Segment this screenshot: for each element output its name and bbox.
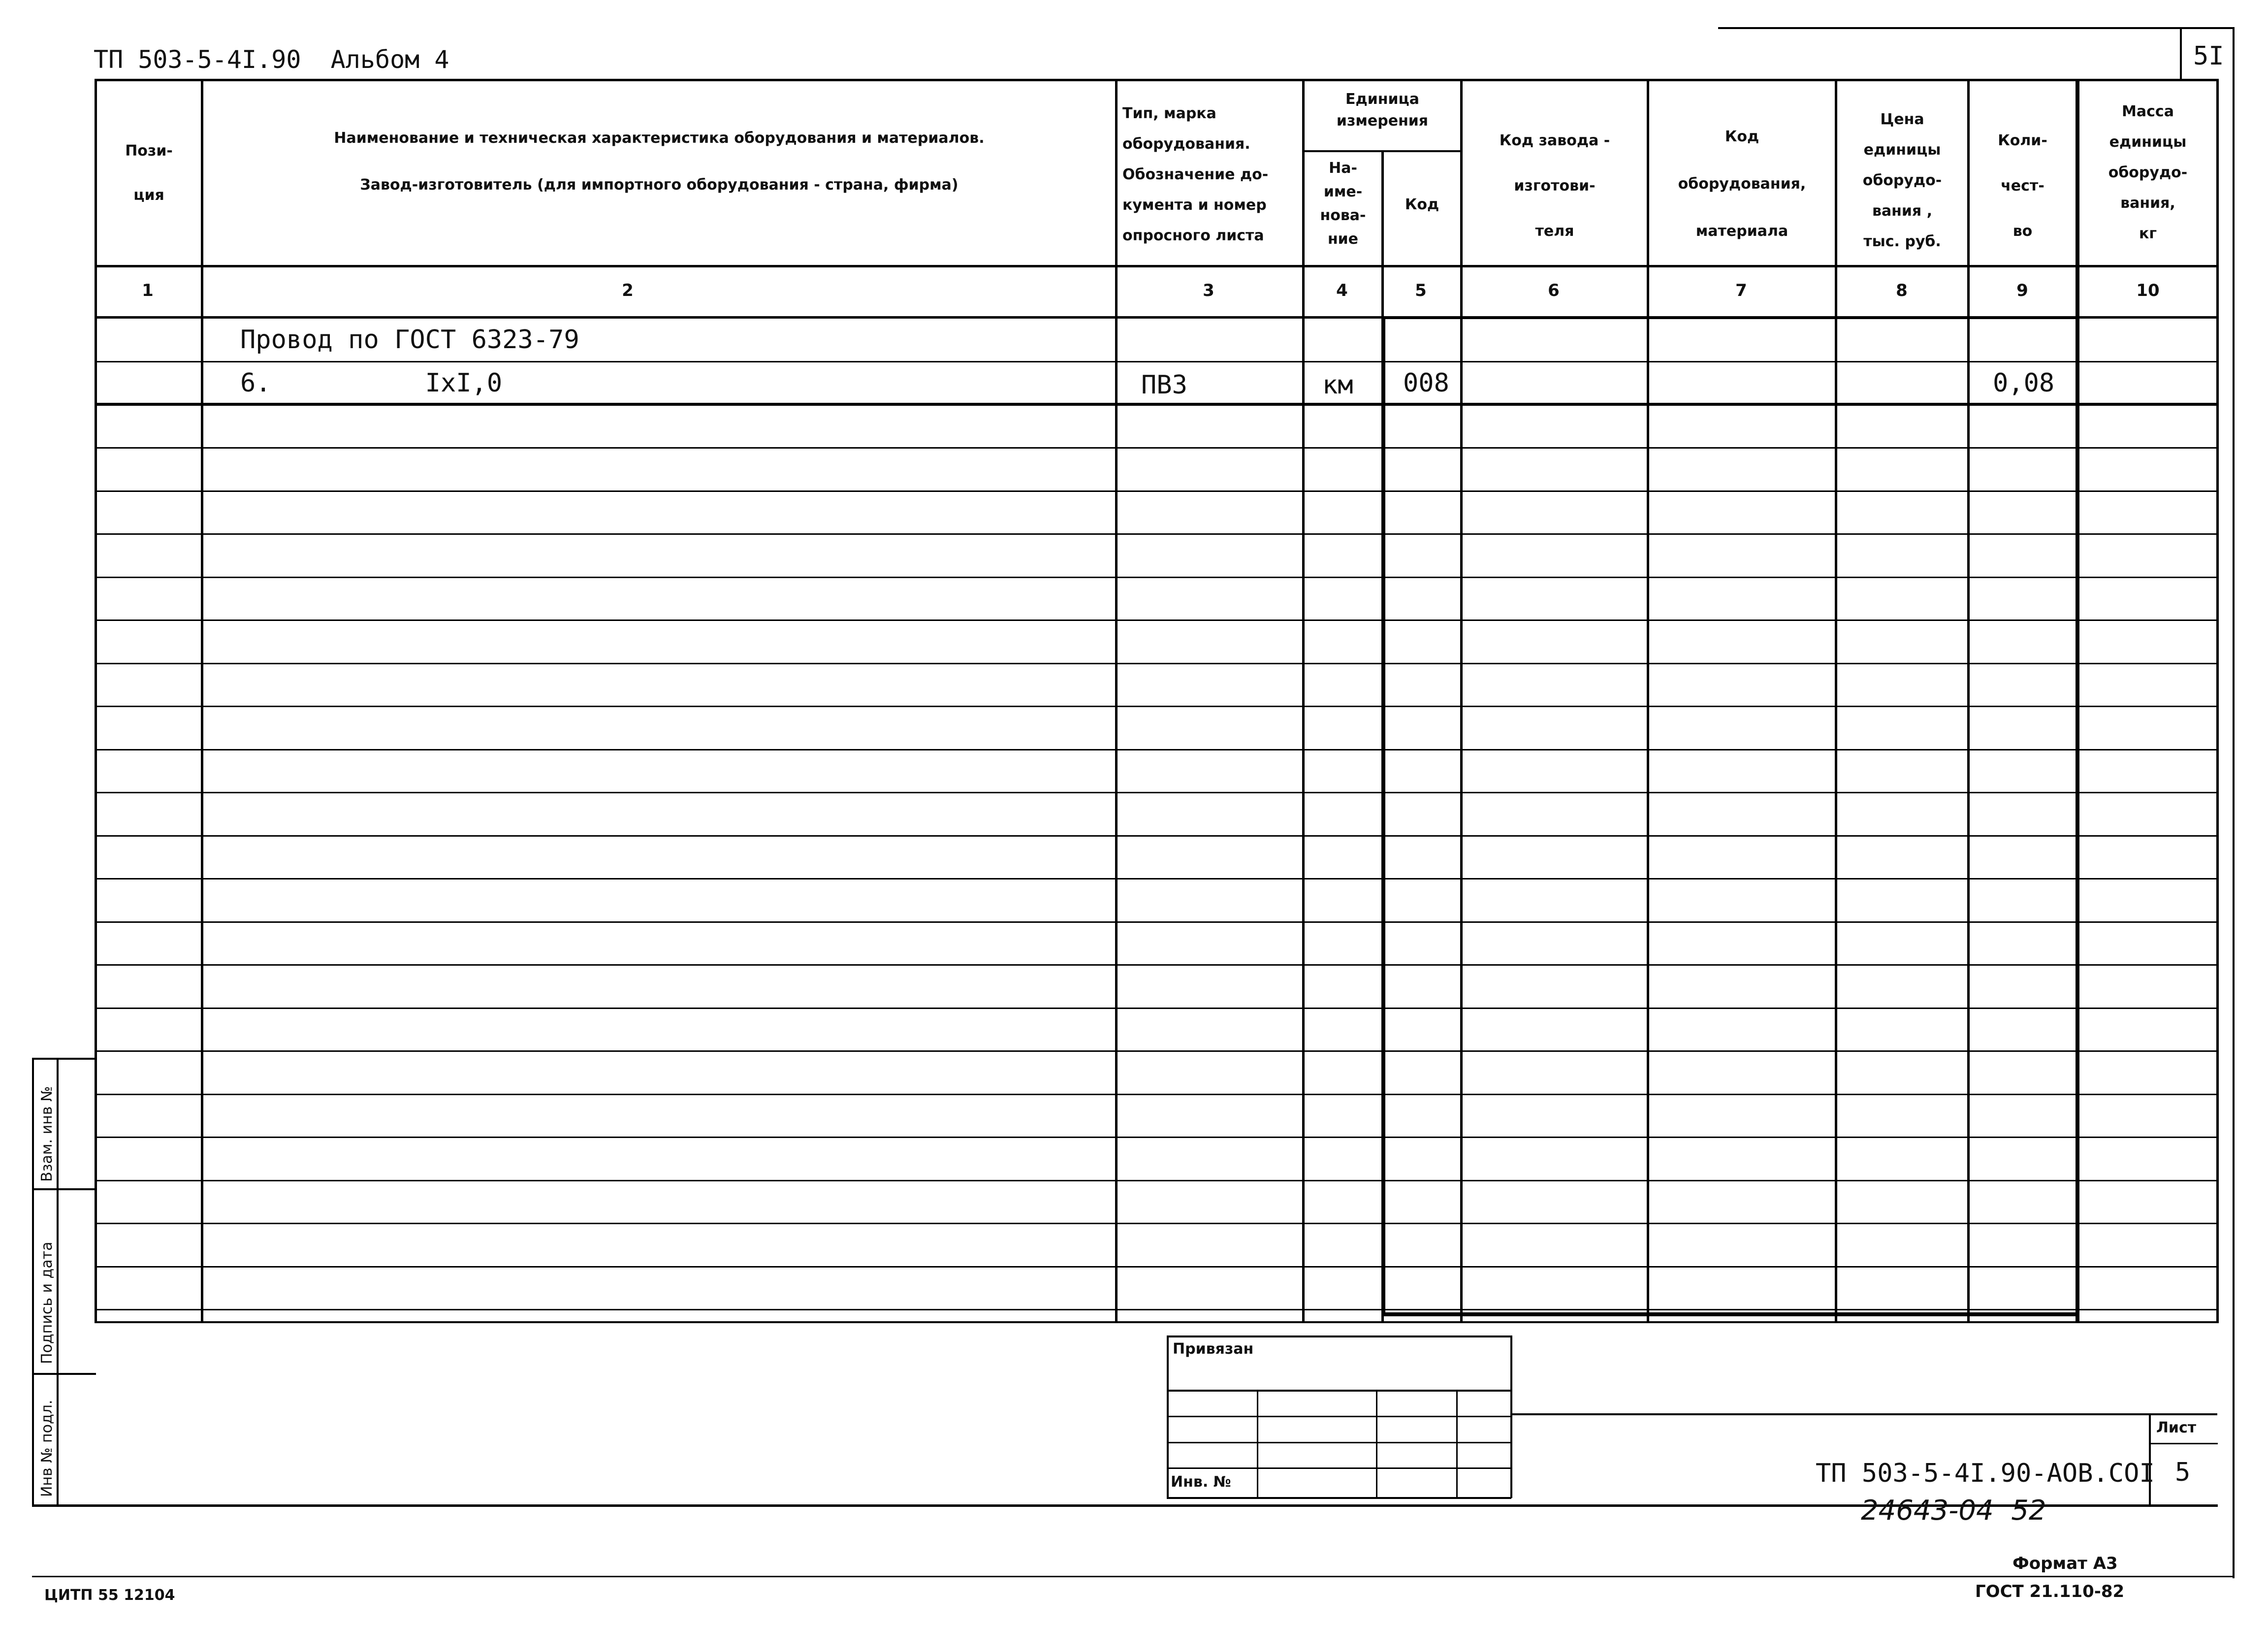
col8-line: Цена: [1880, 111, 1924, 128]
col7-line: оборудования,: [1678, 175, 1806, 193]
table-row-line: [95, 921, 2216, 923]
col8-line: вания ,: [1872, 202, 1933, 220]
col-header-mass: [2079, 97, 2216, 249]
col4-line: ние: [1327, 230, 1359, 248]
col10-line: оборудо-: [2108, 164, 2188, 181]
col-header-name-line1: Наименование и техническая характеристика оборудования и материалов.: [334, 130, 985, 147]
col-number: 10: [2136, 281, 2160, 300]
table-row-line: [95, 403, 2216, 404]
document-code: [94, 45, 449, 74]
table-row-line: [95, 1223, 2216, 1224]
col-header-type: [1118, 98, 1302, 251]
col3-line: опросного листа: [1122, 227, 1264, 244]
col10-line: единицы: [2109, 133, 2187, 151]
col-number: 3: [1203, 281, 1214, 300]
col4-line: нова-: [1320, 207, 1366, 224]
table-row-line: [95, 1266, 2216, 1268]
table-row-line: [95, 964, 2216, 966]
col-header-price: [1837, 104, 1967, 257]
col-header-position: Пози- ция: [125, 142, 173, 204]
table-row-line: [95, 447, 2216, 449]
table-row-line: [95, 1137, 2216, 1138]
col-number: 2: [622, 281, 634, 300]
row2-name: 6. IxI,0: [240, 368, 503, 398]
col4-line: име-: [1323, 183, 1363, 200]
col-divider: [1115, 79, 1118, 1322]
col-divider: [1381, 316, 1385, 1316]
handwritten-number: 24643-04 52: [1861, 1495, 2046, 1527]
col8-line: оборудо-: [1862, 172, 1942, 189]
row2-unit: км: [1322, 370, 1353, 400]
col-divider: [1967, 79, 1970, 1322]
col-divider: [1647, 79, 1649, 1322]
col-number: 6: [1548, 281, 1560, 300]
col-header-name-line2: Завод-изготовитель (для импортного оборудования - страна, фирма): [360, 176, 958, 194]
row2-qty: 0,08: [1993, 368, 2055, 398]
col6-line: изготови-: [1514, 177, 1596, 195]
table-row-line: [95, 533, 2216, 535]
stamp-sheet-label: Лист: [2156, 1419, 2197, 1436]
album-text: Альбом 4: [330, 45, 449, 74]
table-row-line: [95, 361, 2216, 362]
table-row-line: [95, 663, 2216, 664]
col-header-equipment-code: [1649, 113, 1835, 255]
row2-type: ПВ3: [1141, 370, 1187, 400]
col-divider: [1460, 79, 1463, 1322]
col-header-quantity: [1970, 118, 2076, 254]
col3-line: Тип, марка: [1122, 105, 1216, 122]
col9-line: чест-: [2001, 177, 2044, 195]
col6-line: теля: [1535, 223, 1574, 240]
col3-line: оборудования.: [1122, 135, 1250, 153]
table-row-line: [95, 792, 2216, 793]
table-row-line: [95, 1008, 2216, 1009]
col-divider: [1835, 79, 1837, 1322]
col-header-unit-code: Код: [1405, 196, 1439, 213]
side-label-podpis: Подпись и дата: [38, 1241, 56, 1364]
col7-line: материала: [1695, 223, 1789, 240]
stamp-sheet-number: 5: [2175, 1458, 2191, 1487]
col3-line: Обозначение до-: [1122, 166, 1269, 183]
table-row-line: [95, 706, 2216, 707]
col10-line: кг: [2139, 225, 2157, 242]
col3-line: кумента и номер: [1122, 196, 1267, 214]
col-number: 9: [2016, 281, 2028, 300]
col-number: 4: [1336, 281, 1348, 300]
side-label-vzam: Взам. инв №: [38, 1086, 56, 1182]
table-row-line: [95, 1180, 2216, 1181]
footer-citp: ЦИТП 55 12104: [44, 1587, 175, 1604]
side-label-inv-podl: Инв № подл.: [38, 1400, 56, 1497]
stamp-privyazan: Привязан: [1173, 1340, 1254, 1358]
doc-code-text: ТП 503-5-4I.90: [94, 45, 301, 74]
table-row-line: [95, 619, 2216, 621]
page-number: 5I: [2193, 41, 2224, 71]
col9-line: Коли-: [1998, 132, 2047, 149]
row2-code: 008: [1403, 368, 1449, 398]
col-header-unit-name: [1305, 157, 1381, 251]
table-row-line: [95, 404, 2216, 406]
table-row-line: [95, 490, 2216, 492]
footer-format: Формат А3: [2012, 1554, 2118, 1573]
row1-name: Провод по ГОСТ 6323-79: [240, 325, 579, 355]
col9-line: во: [2012, 223, 2033, 240]
table-row-line: [95, 878, 2216, 879]
table-row-line: [95, 749, 2216, 750]
unit-group-line: Единица: [1345, 91, 1419, 108]
stamp-inv-no: Инв. №: [1171, 1473, 1231, 1491]
stamp-doc-designation: ТП 503-5-4I.90-АОВ.СОI: [1816, 1459, 2155, 1488]
col-divider: [1302, 79, 1305, 1322]
footer-gost: ГОСТ 21.110-82: [1975, 1582, 2125, 1601]
col-number: 7: [1735, 281, 1747, 300]
col-divider: [2076, 79, 2079, 1322]
col-number: 8: [1896, 281, 1908, 300]
col6-line: Код завода -: [1499, 132, 1610, 149]
col8-line: единицы: [1863, 141, 1941, 159]
col-header-unit-group: [1305, 89, 1460, 132]
col4-line: На-: [1329, 160, 1357, 177]
col7-line: Код: [1725, 128, 1759, 145]
table-row-line: [95, 1094, 2216, 1095]
table-row-line: [95, 1309, 2216, 1310]
col-header-factory-code: [1463, 118, 1647, 254]
col10-line: вания,: [2120, 195, 2175, 212]
col-divider: [201, 79, 203, 1322]
col8-line: тыс. руб.: [1863, 233, 1941, 250]
col-number: 5: [1415, 281, 1427, 300]
table-row-line: [95, 577, 2216, 578]
col-number: 1: [142, 281, 154, 300]
unit-group-line: измерения: [1336, 112, 1429, 130]
col10-line: Масса: [2122, 103, 2174, 120]
table-row-line: [95, 1050, 2216, 1052]
table-row-line: [95, 835, 2216, 837]
